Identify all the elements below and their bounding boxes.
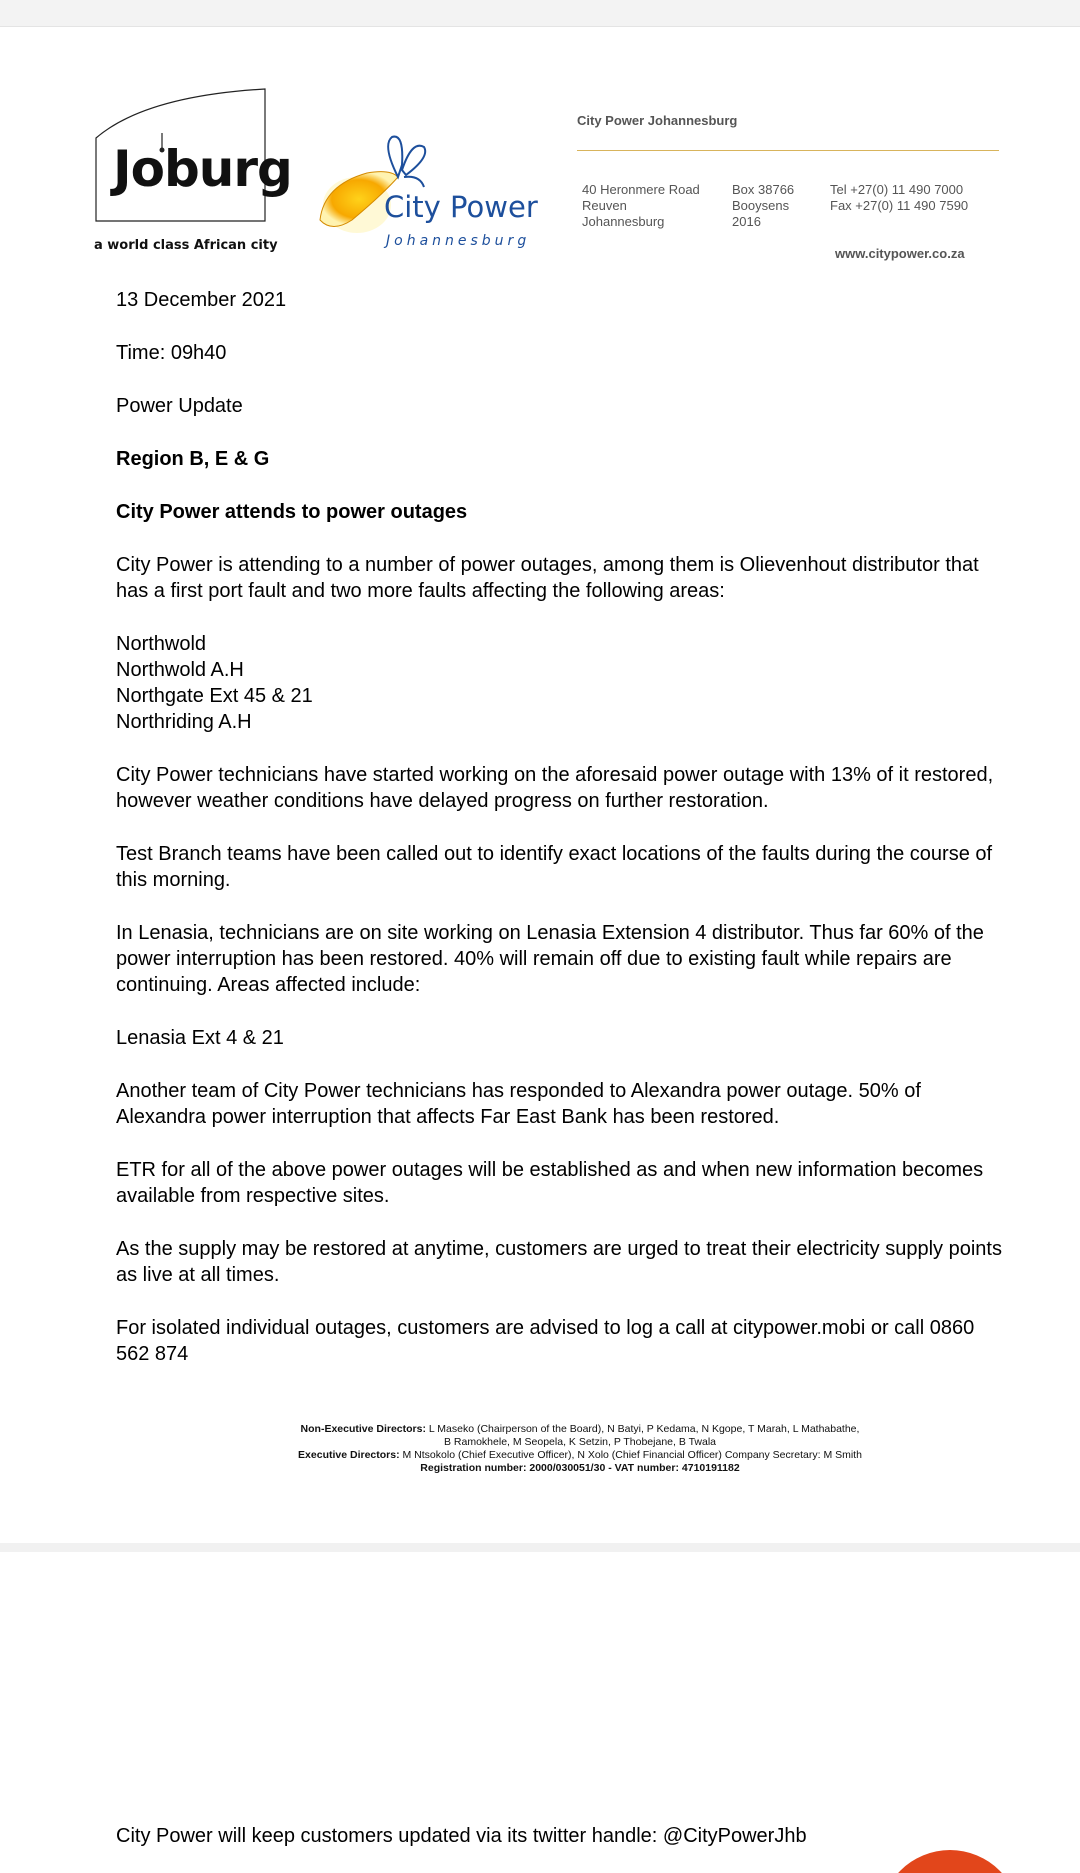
header-rule — [577, 150, 999, 151]
paragraph-2: City Power technicians have started working on the aforesaid power outage with 13% of it restored, however weather conditions have delayed progress on further restoration. — [116, 764, 994, 812]
area-item: Northwold A.H — [116, 659, 244, 681]
address-contact: Tel +27(0) 11 490 7000 Fax +27(0) 11 490 7590 — [830, 182, 969, 213]
nonexec-line-2: B Ramokhele, M Seopela, K Setzin, P Thobejane, B Twala — [444, 1436, 716, 1448]
city-power-logo-name: City Power — [384, 190, 538, 224]
paragraph-7: As the supply may be restored at anytime, customers are urged to treat their electricity supply points as live at all times. — [116, 1238, 1002, 1286]
area-item: Northriding A.H — [116, 711, 252, 733]
paragraph-1: City Power is attending to a number of power outages, among them is Olievenhout distributor that has a first port fault and two more faults affecting the following areas: — [116, 554, 979, 602]
affected-areas-list — [116, 631, 1006, 735]
floating-action-badge[interactable] — [880, 1850, 1020, 1873]
letter-date: 13 December 2021 — [116, 289, 287, 311]
paragraph-3: Test Branch teams have been called out to identify exact locations of the faults during the course of this morning. — [116, 843, 993, 891]
twitter-update-line: City Power will keep customers updated via its twitter handle: @CityPowerJhb — [116, 1825, 807, 1847]
registration-line: Registration number: 2000/030051/30 - VAT number: 4710191182 — [420, 1462, 740, 1474]
joburg-tagline: a world class African city — [94, 238, 278, 253]
directors-footer — [130, 1423, 1030, 1475]
viewer-top-bar — [0, 0, 1080, 27]
document-page-1 — [0, 27, 1080, 1543]
exec-label: Executive Directors: — [298, 1449, 400, 1461]
lenasia-areas: Lenasia Ext 4 & 21 — [116, 1027, 284, 1049]
address-street: 40 Heronmere Road Reuven Johannesburg — [582, 182, 700, 229]
website-link[interactable]: www.citypower.co.za — [835, 246, 965, 261]
joburg-logo — [95, 88, 292, 222]
paragraph-4: In Lenasia, technicians are on site working on Lenasia Extension 4 distributor. Thus far 60% of the power interruption has been restored. 40% will remain off due to existing fault while repairs are continuing. Areas affected include: — [116, 922, 984, 996]
letter-heading: City Power attends to power outages — [116, 501, 468, 523]
letter-region: Region B, E & G — [116, 448, 270, 470]
letter-subject: Power Update — [116, 395, 243, 417]
nonexec-label: Non-Executive Directors: — [300, 1423, 426, 1435]
letter-time: Time: 09h40 — [116, 342, 227, 364]
area-item: Northgate Ext 45 & 21 — [116, 685, 313, 707]
exec-line: M Ntsokolo (Chief Executive Officer), N Xolo (Chief Financial Officer) Company Secretary: M Smith — [402, 1449, 862, 1461]
paragraph-8: For isolated individual outages, customers are advised to log a call at citypower.mobi or call 0860 562 874 — [116, 1317, 975, 1365]
city-power-logo-city: Johannesburg — [386, 233, 531, 249]
address-postal: Box 38766 Booysens 2016 — [732, 182, 795, 229]
area-item: Northwold — [116, 633, 207, 655]
joburg-logo-text: Joburg — [113, 140, 292, 198]
paragraph-6: ETR for all of the above power outages will be established as and when new information becomes available from respective sites. — [116, 1159, 984, 1207]
paragraph-5: Another team of City Power technicians has responded to Alexandra power outage. 50% of Alexandra power interruption that affects Far East Bank has been restored. — [116, 1080, 921, 1128]
document-page-2 — [0, 1552, 1080, 1873]
nonexec-line-1: L Maseko (Chairperson of the Board), N Batyi, P Kedama, N Kgope, T Marah, L Mathabathe, — [428, 1423, 860, 1435]
company-title: City Power Johannesburg — [577, 113, 738, 128]
letter-body — [116, 287, 1006, 1394]
